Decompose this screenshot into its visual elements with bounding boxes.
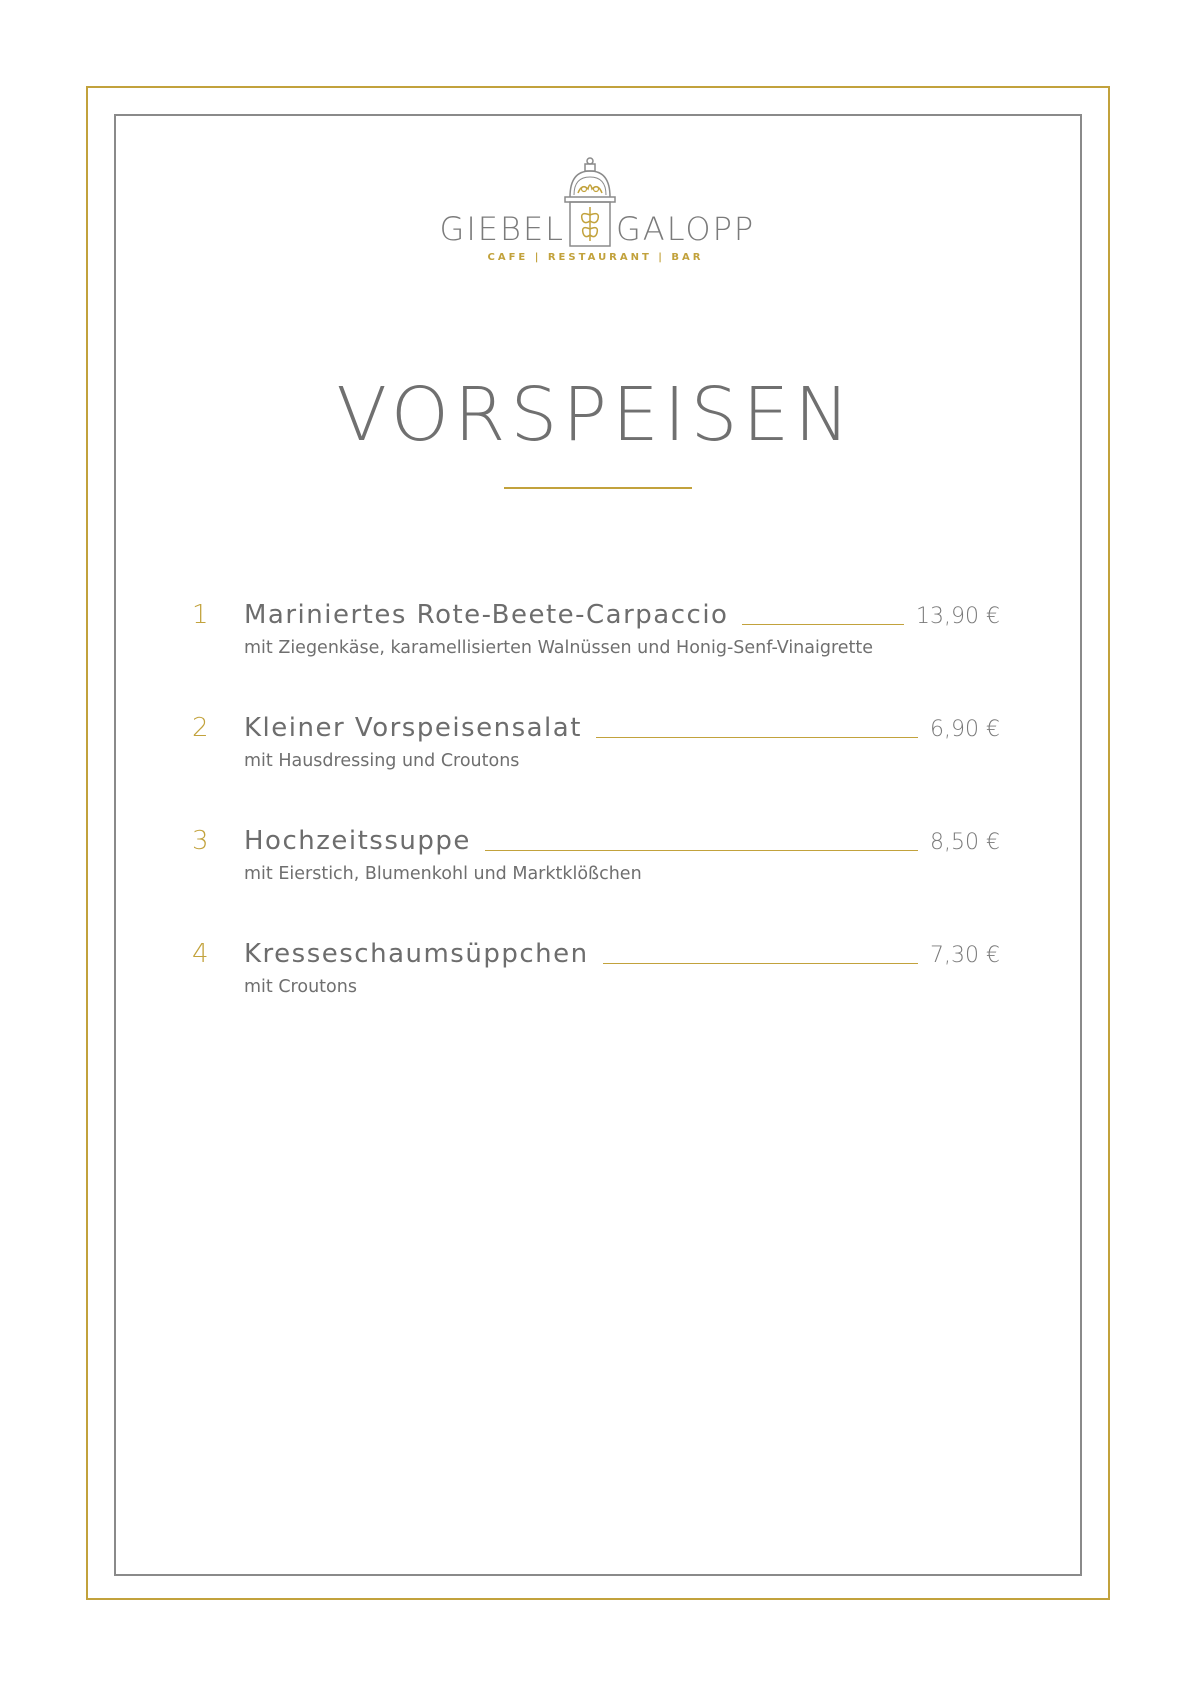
- item-headline: [244, 828, 1000, 854]
- logo-tagline: CAFE | RESTAURANT | BAR: [487, 252, 704, 263]
- item-description: mit Hausdressing und Croutons: [244, 751, 520, 771]
- item-description: mit Croutons: [244, 977, 357, 997]
- item-number: 3: [192, 826, 209, 856]
- title-divider: [504, 487, 692, 489]
- item-name: Kresseschaumsüppchen: [244, 939, 589, 969]
- item-name: Kleiner Vorspeisensalat: [244, 713, 582, 743]
- item-description: mit Eierstich, Blumenkohl und Marktklößchen: [244, 864, 642, 884]
- menu-item-4: [192, 941, 1000, 1021]
- item-headline: [244, 602, 1000, 628]
- menu-item-1: [192, 602, 1000, 682]
- menu-item-3: [192, 828, 1000, 908]
- price-leader-line: [742, 624, 904, 625]
- page-title: VORSPEISEN: [336, 372, 855, 458]
- price-leader-line: [596, 737, 918, 738]
- price-leader-line: [485, 850, 918, 851]
- item-price: 13,90 €: [916, 604, 1000, 629]
- item-number: 4: [192, 939, 209, 969]
- restaurant-logo: [0, 155, 1191, 275]
- pavilion-emblem-icon: [560, 155, 620, 247]
- item-headline: [244, 715, 1000, 741]
- item-price: 7,30 €: [930, 943, 1000, 968]
- logo-word-left: GIEBEL: [439, 210, 565, 248]
- item-number: 1: [192, 600, 209, 630]
- item-number: 2: [192, 713, 209, 743]
- item-price: 8,50 €: [930, 830, 1000, 855]
- item-name: Hochzeitssuppe: [244, 826, 471, 856]
- item-description: mit Ziegenkäse, karamellisierten Walnüssen und Honig-Senf-Vinaigrette: [244, 638, 874, 658]
- item-headline: [244, 941, 1000, 967]
- item-price: 6,90 €: [930, 717, 1000, 742]
- menu-item-2: [192, 715, 1000, 795]
- item-name: Mariniertes Rote-Beete-Carpaccio: [244, 600, 729, 630]
- logo-word-right: GALOPP: [616, 210, 756, 248]
- price-leader-line: [603, 963, 918, 964]
